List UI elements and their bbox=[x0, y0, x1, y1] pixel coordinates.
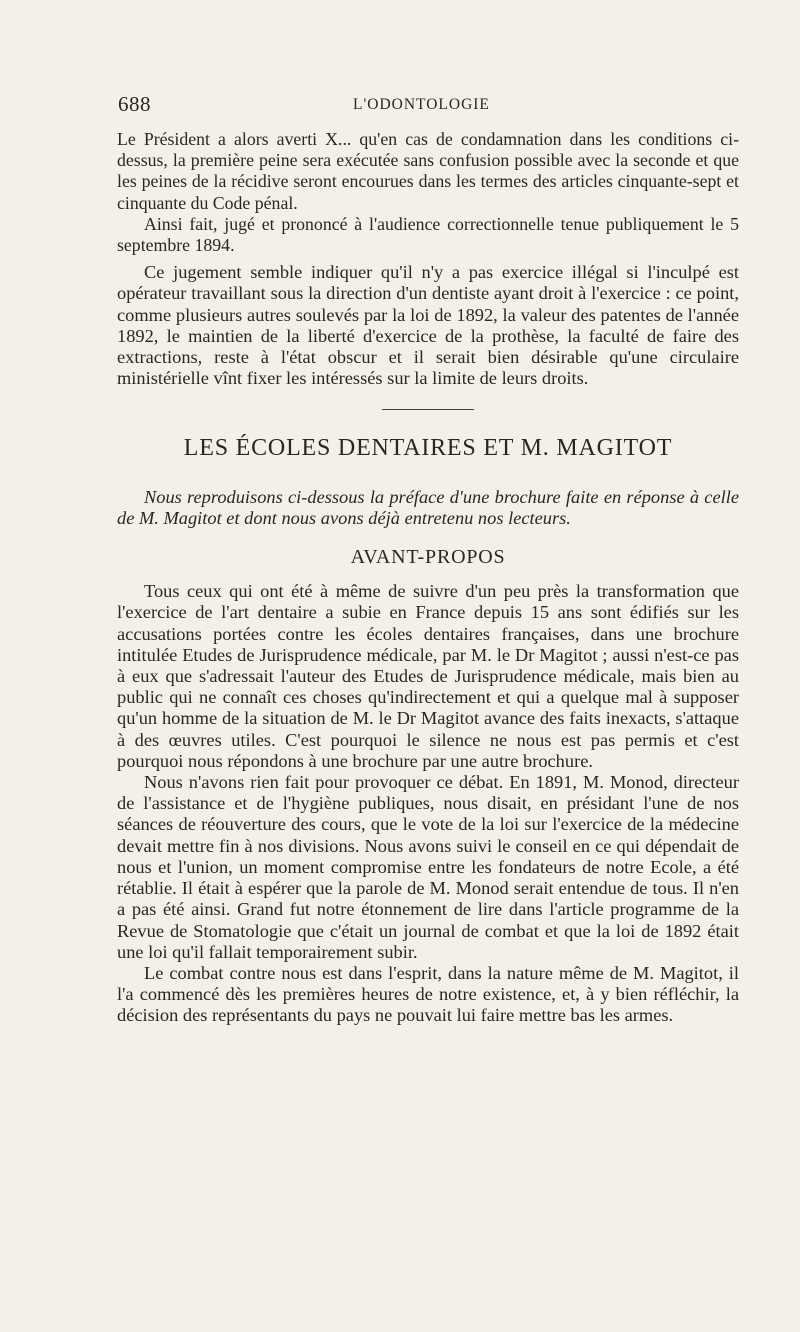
paragraph-avant-propos-1: Tous ceux qui ont été à même de suivre d'un peu près la transformation que l'exercice de l'art dentaire a subie en France depuis 15 ans sont édifiés sur les accusations portées contre les écoles dentaires françaises, dans une brochure intitulée Etudes de Jurisprudence médicale, par M. le Dr Magitot ; aussi n'est-ce pas à eux que s'adressait l'auteur des Etudes de Jurisprudence médicale, mais bien au public qui ne connaît ces choses qu'indirectement et qui a quelque mal à supposer qu'un homme de la situation de M. le Dr Magitot avance des faits inexacts, s'attaque à des œuvres utiles. C'est pourquoi le silence ne nous est pas permis et c'est pourquoi nous répondons à une brochure par une autre brochure. bbox=[117, 581, 739, 771]
running-head: L'ODONTOLOGIE bbox=[353, 96, 490, 113]
paragraph-judgment-date: Ainsi fait, jugé et prononcé à l'audience correctionnelle tenue publiquement le 5 septembre 1894. bbox=[117, 213, 739, 256]
section-intro: Nous reproduisons ci-dessous la préface d'une brochure faite en réponse à celle de M. Magitot et dont nous avons déjà entretenu nos lecteurs. bbox=[117, 486, 739, 528]
section-divider bbox=[382, 409, 474, 410]
section-subtitle: AVANT-PROPOS bbox=[350, 546, 506, 569]
page-header bbox=[118, 92, 738, 122]
paragraph-verdict-conditions: Le Président a alors averti X... qu'en cas de condamnation dans les conditions ci-dessus, la première peine sera exécutée sans confusion possible avec la seconde et que les peines de la récidive seront encourues dans les termes des articles cinquante-sept et cinquante du Code pénal. bbox=[117, 129, 739, 213]
page-body bbox=[117, 129, 739, 1027]
paragraph-avant-propos-2: Nous n'avons rien fait pour provoquer ce débat. En 1891, M. Monod, directeur de l'assistance et de l'hygiène publiques, nous disait, en présidant l'une de nos séances de réouverture des cours, que le vote de la loi sur l'exercice de la médecine devait mettre fin à nos divisions. Nous avons suivi le conseil en ce qui dépendait de nous et l'union, un moment compromise entre les fondateurs de notre Ecole, a été rétablie. Il était à espérer que la parole de M. Monod serait entendue de tous. Il n'en a pas été ainsi. Grand fut notre étonnement de lire dans l'article programme de la Revue de Stomatologie que c'était un journal de combat et que la loi de 1892 était une loi qu'il fallait temporairement subir. bbox=[117, 772, 739, 962]
paragraph-commentary: Ce jugement semble indiquer qu'il n'y a pas exercice illégal si l'inculpé est opérateur travaillant sous la direction d'un dentiste ayant droit à l'exercice : ce point, comme plusieurs autres soulevés par la loi de 1892, la valeur des patentes de l'année 1892, le maintien de la liberté d'exercice de la prothèse, la faculté de faire des extractions, reste à l'état obscur et il serait bien désirable qu'une circulaire ministérielle vînt fixer les intéressés sur la limite de leurs droits. bbox=[117, 262, 739, 389]
page-number: 688 bbox=[118, 92, 151, 116]
paragraph-avant-propos-3: Le combat contre nous est dans l'esprit, dans la nature même de M. Magitot, il l'a commencé dès les premières heures de notre existence, et, à y bien réfléchir, la décision des représentants du pays ne pouvait lui faire mettre bas les armes. bbox=[117, 962, 739, 1026]
section-title: LES ÉCOLES DENTAIRES ET M. MAGITOT bbox=[183, 435, 673, 462]
